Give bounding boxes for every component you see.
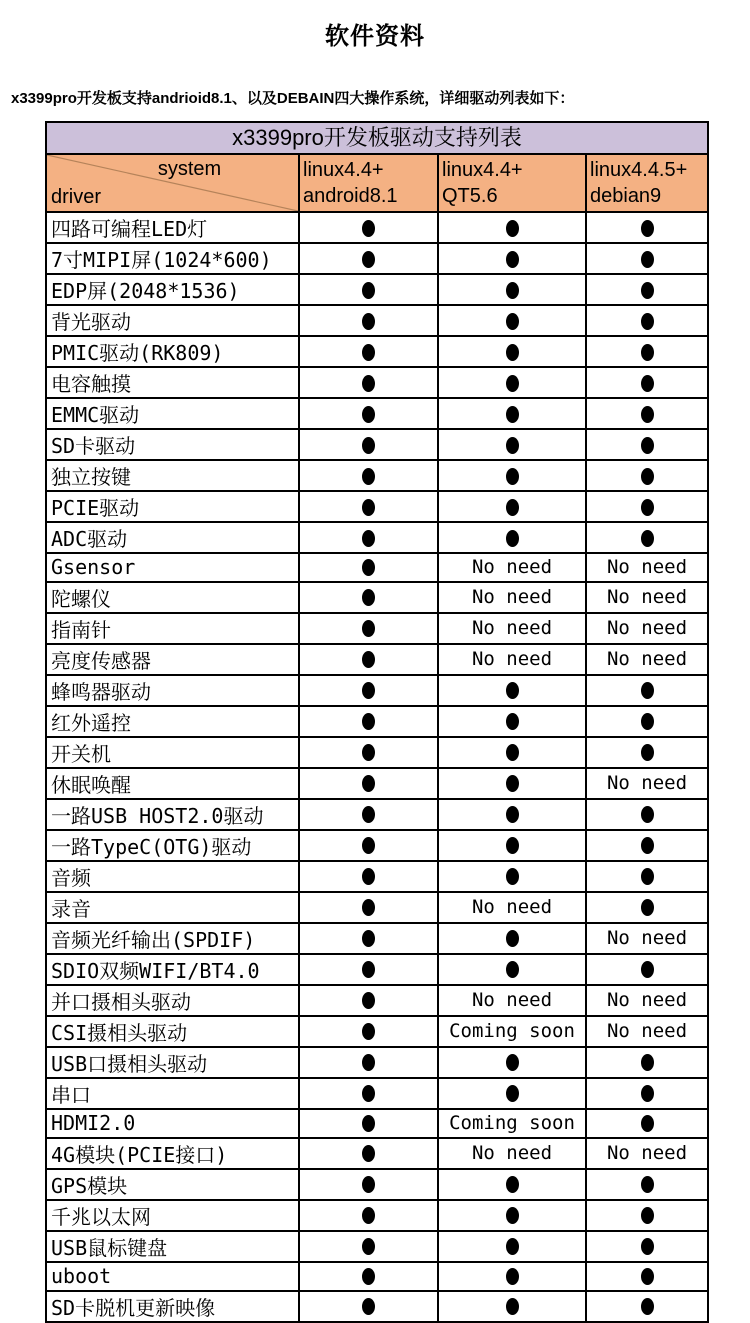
supported-dot-cell bbox=[299, 522, 438, 553]
supported-dot-icon bbox=[641, 713, 654, 730]
supported-dot-icon bbox=[641, 961, 654, 978]
support-status-text: No need bbox=[586, 768, 708, 799]
supported-dot-cell bbox=[438, 1169, 586, 1200]
supported-dot-cell bbox=[299, 305, 438, 336]
supported-dot-icon bbox=[506, 344, 519, 361]
supported-dot-icon bbox=[362, 899, 375, 916]
supported-dot-icon bbox=[641, 344, 654, 361]
supported-dot-icon bbox=[641, 1207, 654, 1224]
supported-dot-icon bbox=[362, 930, 375, 947]
driver-label: 录音 bbox=[46, 892, 299, 923]
table-row bbox=[46, 1262, 708, 1291]
supported-dot-icon bbox=[641, 1176, 654, 1193]
table-row bbox=[46, 1200, 708, 1231]
supported-dot-icon bbox=[506, 530, 519, 547]
supported-dot-cell bbox=[586, 522, 708, 553]
supported-dot-cell bbox=[438, 1291, 586, 1322]
table-row bbox=[46, 305, 708, 336]
supported-dot-icon bbox=[362, 806, 375, 823]
table-row bbox=[46, 830, 708, 861]
supported-dot-icon bbox=[506, 930, 519, 947]
supported-dot-cell bbox=[438, 336, 586, 367]
supported-dot-icon bbox=[362, 682, 375, 699]
table-row bbox=[46, 923, 708, 954]
supported-dot-cell bbox=[299, 1016, 438, 1047]
supported-dot-icon bbox=[506, 251, 519, 268]
page-title: 软件资料 bbox=[325, 23, 425, 50]
column-header-line1: linux4.4+ bbox=[303, 159, 384, 181]
table-row bbox=[46, 861, 708, 892]
supported-dot-icon bbox=[641, 1054, 654, 1071]
supported-dot-icon bbox=[362, 1115, 375, 1132]
support-status-text: No need bbox=[586, 985, 708, 1016]
supported-dot-icon bbox=[641, 899, 654, 916]
driver-label: 红外遥控 bbox=[46, 706, 299, 737]
supported-dot-cell bbox=[586, 861, 708, 892]
supported-dot-icon bbox=[362, 313, 375, 330]
supported-dot-icon bbox=[362, 837, 375, 854]
supported-dot-cell bbox=[438, 706, 586, 737]
supported-dot-icon bbox=[506, 499, 519, 516]
driver-support-table bbox=[45, 121, 709, 1323]
table-row bbox=[46, 1016, 708, 1047]
supported-dot-cell bbox=[299, 582, 438, 613]
supported-dot-cell bbox=[438, 799, 586, 830]
supported-dot-cell bbox=[438, 460, 586, 491]
support-status-text: No need bbox=[438, 613, 586, 644]
supported-dot-icon bbox=[641, 437, 654, 454]
driver-label: SD卡脱机更新映像 bbox=[46, 1291, 299, 1322]
support-status-text: No need bbox=[438, 553, 586, 582]
supported-dot-icon bbox=[506, 313, 519, 330]
supported-dot-cell bbox=[438, 367, 586, 398]
driver-label: SD卡驱动 bbox=[46, 429, 299, 460]
supported-dot-cell bbox=[299, 613, 438, 644]
supported-dot-icon bbox=[641, 220, 654, 237]
supported-dot-icon bbox=[641, 406, 654, 423]
supported-dot-icon bbox=[641, 744, 654, 761]
table-row bbox=[46, 613, 708, 644]
supported-dot-icon bbox=[506, 1207, 519, 1224]
table-caption-row bbox=[46, 122, 708, 154]
corner-driver-label: driver bbox=[51, 186, 102, 208]
supported-dot-icon bbox=[362, 1298, 375, 1315]
supported-dot-icon bbox=[641, 251, 654, 268]
table-row bbox=[46, 429, 708, 460]
supported-dot-icon bbox=[362, 220, 375, 237]
supported-dot-icon bbox=[641, 313, 654, 330]
supported-dot-cell bbox=[586, 1262, 708, 1291]
supported-dot-icon bbox=[506, 1268, 519, 1285]
supported-dot-icon bbox=[641, 375, 654, 392]
support-status-text: No need bbox=[586, 1016, 708, 1047]
supported-dot-icon bbox=[506, 682, 519, 699]
column-header-linux-qt bbox=[438, 154, 586, 212]
table-row bbox=[46, 737, 708, 768]
supported-dot-cell bbox=[299, 429, 438, 460]
supported-dot-cell bbox=[299, 336, 438, 367]
support-status-text: No need bbox=[586, 923, 708, 954]
intro-text: x3399pro开发板支持andrioid8.1、以及DEBAIN四大操作系统，详细驱动列表如下： bbox=[11, 90, 575, 107]
supported-dot-icon bbox=[362, 651, 375, 668]
supported-dot-cell bbox=[299, 274, 438, 305]
table-row bbox=[46, 243, 708, 274]
supported-dot-cell bbox=[586, 1047, 708, 1078]
table-row bbox=[46, 768, 708, 799]
supported-dot-cell bbox=[299, 1200, 438, 1231]
supported-dot-icon bbox=[641, 1115, 654, 1132]
table-row bbox=[46, 522, 708, 553]
supported-dot-cell bbox=[438, 954, 586, 985]
driver-label: HDMI2.0 bbox=[46, 1109, 299, 1138]
supported-dot-cell bbox=[586, 305, 708, 336]
column-header-line2: android8.1 bbox=[303, 185, 398, 207]
supported-dot-icon bbox=[506, 1238, 519, 1255]
supported-dot-icon bbox=[506, 775, 519, 792]
supported-dot-cell bbox=[438, 737, 586, 768]
supported-dot-cell bbox=[438, 491, 586, 522]
supported-dot-icon bbox=[362, 1176, 375, 1193]
supported-dot-icon bbox=[506, 468, 519, 485]
supported-dot-icon bbox=[362, 251, 375, 268]
table-row bbox=[46, 1047, 708, 1078]
table-row bbox=[46, 274, 708, 305]
supported-dot-cell bbox=[586, 954, 708, 985]
supported-dot-cell bbox=[586, 799, 708, 830]
table-row bbox=[46, 706, 708, 737]
supported-dot-cell bbox=[299, 553, 438, 582]
supported-dot-cell bbox=[299, 1109, 438, 1138]
supported-dot-cell bbox=[586, 491, 708, 522]
table-row bbox=[46, 212, 708, 243]
table-row bbox=[46, 892, 708, 923]
supported-dot-cell bbox=[586, 367, 708, 398]
supported-dot-icon bbox=[641, 1298, 654, 1315]
driver-label: SDIO双频WIFI/BT4.0 bbox=[46, 954, 299, 985]
supported-dot-icon bbox=[362, 992, 375, 1009]
supported-dot-icon bbox=[362, 282, 375, 299]
supported-dot-icon bbox=[362, 437, 375, 454]
column-header-line2: debian9 bbox=[590, 185, 662, 207]
supported-dot-cell bbox=[438, 1078, 586, 1109]
driver-label: 指南针 bbox=[46, 613, 299, 644]
driver-label: 并口摄相头驱动 bbox=[46, 985, 299, 1016]
supported-dot-icon bbox=[641, 282, 654, 299]
support-status-text: No need bbox=[438, 644, 586, 675]
table-row bbox=[46, 491, 708, 522]
driver-label: 休眠唤醒 bbox=[46, 768, 299, 799]
column-header-line1: linux4.4.5+ bbox=[590, 159, 688, 181]
supported-dot-icon bbox=[362, 713, 375, 730]
driver-label: EMMC驱动 bbox=[46, 398, 299, 429]
supported-dot-cell bbox=[586, 675, 708, 706]
support-status-text: No need bbox=[586, 582, 708, 613]
supported-dot-icon bbox=[641, 468, 654, 485]
supported-dot-cell bbox=[299, 644, 438, 675]
support-status-text: No need bbox=[438, 892, 586, 923]
table-row bbox=[46, 1138, 708, 1169]
driver-label: 电容触摸 bbox=[46, 367, 299, 398]
supported-dot-icon bbox=[506, 961, 519, 978]
supported-dot-cell bbox=[299, 737, 438, 768]
driver-label: 一路USB HOST2.0驱动 bbox=[46, 799, 299, 830]
supported-dot-cell bbox=[438, 1200, 586, 1231]
supported-dot-cell bbox=[299, 1231, 438, 1262]
driver-label: 一路TypeC(OTG)驱动 bbox=[46, 830, 299, 861]
supported-dot-cell bbox=[299, 491, 438, 522]
driver-label: uboot bbox=[46, 1262, 299, 1291]
supported-dot-icon bbox=[506, 837, 519, 854]
supported-dot-cell bbox=[299, 1047, 438, 1078]
supported-dot-icon bbox=[362, 744, 375, 761]
supported-dot-icon bbox=[362, 1145, 375, 1162]
supported-dot-cell bbox=[299, 212, 438, 243]
supported-dot-cell bbox=[438, 522, 586, 553]
driver-label: PCIE驱动 bbox=[46, 491, 299, 522]
supported-dot-cell bbox=[438, 675, 586, 706]
supported-dot-cell bbox=[299, 1169, 438, 1200]
driver-label: 开关机 bbox=[46, 737, 299, 768]
supported-dot-icon bbox=[506, 868, 519, 885]
table-row bbox=[46, 954, 708, 985]
supported-dot-cell bbox=[299, 985, 438, 1016]
driver-label: USB鼠标键盘 bbox=[46, 1231, 299, 1262]
supported-dot-icon bbox=[362, 406, 375, 423]
supported-dot-cell bbox=[299, 830, 438, 861]
supported-dot-cell bbox=[586, 274, 708, 305]
supported-dot-cell bbox=[299, 954, 438, 985]
supported-dot-icon bbox=[362, 530, 375, 547]
table-caption: x3399pro开发板驱动支持列表 bbox=[46, 122, 708, 154]
supported-dot-icon bbox=[362, 1207, 375, 1224]
supported-dot-icon bbox=[362, 589, 375, 606]
supported-dot-icon bbox=[362, 775, 375, 792]
supported-dot-cell bbox=[438, 274, 586, 305]
driver-label: PMIC驱动(RK809) bbox=[46, 336, 299, 367]
supported-dot-icon bbox=[362, 344, 375, 361]
support-status-text: Coming soon bbox=[438, 1016, 586, 1047]
table-row bbox=[46, 1291, 708, 1322]
table-row bbox=[46, 675, 708, 706]
supported-dot-icon bbox=[362, 1085, 375, 1102]
supported-dot-cell bbox=[299, 892, 438, 923]
supported-dot-icon bbox=[362, 1268, 375, 1285]
supported-dot-cell bbox=[586, 892, 708, 923]
driver-label: 串口 bbox=[46, 1078, 299, 1109]
driver-label: 背光驱动 bbox=[46, 305, 299, 336]
driver-label: 亮度传感器 bbox=[46, 644, 299, 675]
supported-dot-cell bbox=[586, 706, 708, 737]
supported-dot-icon bbox=[362, 468, 375, 485]
supported-dot-cell bbox=[586, 737, 708, 768]
supported-dot-cell bbox=[438, 429, 586, 460]
column-header-linux-debian bbox=[586, 154, 708, 212]
support-status-text: No need bbox=[438, 582, 586, 613]
supported-dot-cell bbox=[438, 861, 586, 892]
supported-dot-icon bbox=[506, 744, 519, 761]
supported-dot-cell bbox=[299, 367, 438, 398]
table-row bbox=[46, 985, 708, 1016]
supported-dot-icon bbox=[362, 499, 375, 516]
support-status-text: No need bbox=[586, 1138, 708, 1169]
column-header-linux-android bbox=[299, 154, 438, 212]
table-row bbox=[46, 1078, 708, 1109]
supported-dot-icon bbox=[641, 1238, 654, 1255]
driver-label: 7寸MIPI屏(1024*600) bbox=[46, 243, 299, 274]
column-header-line1: linux4.4+ bbox=[442, 159, 523, 181]
supported-dot-icon bbox=[362, 1054, 375, 1071]
supported-dot-cell bbox=[586, 1109, 708, 1138]
supported-dot-icon bbox=[506, 713, 519, 730]
supported-dot-icon bbox=[641, 499, 654, 516]
supported-dot-icon bbox=[641, 868, 654, 885]
driver-label: 四路可编程LED灯 bbox=[46, 212, 299, 243]
driver-label: 音频光纤输出(SPDIF) bbox=[46, 923, 299, 954]
supported-dot-icon bbox=[506, 437, 519, 454]
supported-dot-cell bbox=[438, 243, 586, 274]
supported-dot-cell bbox=[299, 460, 438, 491]
support-status-text: No need bbox=[586, 613, 708, 644]
table-row bbox=[46, 582, 708, 613]
supported-dot-cell bbox=[438, 830, 586, 861]
supported-dot-cell bbox=[438, 212, 586, 243]
supported-dot-cell bbox=[586, 212, 708, 243]
support-status-text: No need bbox=[586, 644, 708, 675]
table-row bbox=[46, 553, 708, 582]
supported-dot-cell bbox=[586, 429, 708, 460]
supported-dot-cell bbox=[438, 305, 586, 336]
driver-label: 陀螺仪 bbox=[46, 582, 299, 613]
supported-dot-cell bbox=[299, 1291, 438, 1322]
driver-label: CSI摄相头驱动 bbox=[46, 1016, 299, 1047]
supported-dot-cell bbox=[586, 398, 708, 429]
supported-dot-cell bbox=[438, 1262, 586, 1291]
supported-dot-icon bbox=[362, 1238, 375, 1255]
supported-dot-icon bbox=[641, 1268, 654, 1285]
supported-dot-cell bbox=[299, 1138, 438, 1169]
table-row bbox=[46, 1109, 708, 1138]
corner-cell bbox=[46, 154, 299, 212]
table-row bbox=[46, 644, 708, 675]
support-status-text: Coming soon bbox=[438, 1109, 586, 1138]
supported-dot-cell bbox=[438, 768, 586, 799]
supported-dot-icon bbox=[506, 406, 519, 423]
column-header-line2: QT5.6 bbox=[442, 185, 498, 207]
supported-dot-cell bbox=[299, 1262, 438, 1291]
supported-dot-cell bbox=[438, 1231, 586, 1262]
driver-label: 千兆以太网 bbox=[46, 1200, 299, 1231]
driver-label: 音频 bbox=[46, 861, 299, 892]
driver-label: EDP屏(2048*1536) bbox=[46, 274, 299, 305]
support-status-text: No need bbox=[586, 553, 708, 582]
supported-dot-icon bbox=[641, 806, 654, 823]
supported-dot-icon bbox=[506, 375, 519, 392]
supported-dot-icon bbox=[506, 1054, 519, 1071]
supported-dot-icon bbox=[362, 620, 375, 637]
driver-label: USB口摄相头驱动 bbox=[46, 1047, 299, 1078]
table-body bbox=[46, 212, 708, 1322]
supported-dot-icon bbox=[362, 1023, 375, 1040]
supported-dot-cell bbox=[299, 243, 438, 274]
supported-dot-icon bbox=[641, 1085, 654, 1102]
supported-dot-icon bbox=[506, 806, 519, 823]
table-header-row bbox=[46, 154, 708, 212]
supported-dot-cell bbox=[586, 1231, 708, 1262]
supported-dot-icon bbox=[506, 282, 519, 299]
document-page bbox=[0, 16, 750, 1323]
supported-dot-icon bbox=[641, 837, 654, 854]
driver-label: 蜂鸣器驱动 bbox=[46, 675, 299, 706]
supported-dot-cell bbox=[586, 1078, 708, 1109]
supported-dot-icon bbox=[506, 1176, 519, 1193]
supported-dot-cell bbox=[438, 1047, 586, 1078]
table-row bbox=[46, 1231, 708, 1262]
supported-dot-cell bbox=[586, 1169, 708, 1200]
driver-label: ADC驱动 bbox=[46, 522, 299, 553]
supported-dot-cell bbox=[299, 398, 438, 429]
supported-dot-cell bbox=[299, 706, 438, 737]
supported-dot-icon bbox=[506, 1085, 519, 1102]
corner-system-label: system bbox=[157, 158, 222, 180]
supported-dot-cell bbox=[438, 923, 586, 954]
table-row bbox=[46, 799, 708, 830]
supported-dot-cell bbox=[586, 1200, 708, 1231]
supported-dot-icon bbox=[362, 961, 375, 978]
support-status-text: No need bbox=[438, 985, 586, 1016]
supported-dot-icon bbox=[641, 530, 654, 547]
supported-dot-cell bbox=[586, 460, 708, 491]
supported-dot-cell bbox=[299, 675, 438, 706]
driver-label: 独立按键 bbox=[46, 460, 299, 491]
supported-dot-cell bbox=[586, 336, 708, 367]
supported-dot-icon bbox=[362, 868, 375, 885]
supported-dot-icon bbox=[506, 1298, 519, 1315]
supported-dot-cell bbox=[299, 799, 438, 830]
supported-dot-cell bbox=[438, 398, 586, 429]
supported-dot-cell bbox=[586, 830, 708, 861]
table-row bbox=[46, 1169, 708, 1200]
table-row bbox=[46, 367, 708, 398]
supported-dot-cell bbox=[299, 861, 438, 892]
supported-dot-cell bbox=[299, 923, 438, 954]
table-row bbox=[46, 398, 708, 429]
table-row bbox=[46, 460, 708, 491]
support-status-text: No need bbox=[438, 1138, 586, 1169]
driver-label: GPS模块 bbox=[46, 1169, 299, 1200]
supported-dot-cell bbox=[586, 1291, 708, 1322]
supported-dot-cell bbox=[299, 768, 438, 799]
supported-dot-icon bbox=[506, 220, 519, 237]
table-row bbox=[46, 336, 708, 367]
supported-dot-cell bbox=[586, 243, 708, 274]
supported-dot-icon bbox=[641, 682, 654, 699]
supported-dot-icon bbox=[362, 559, 375, 576]
driver-label: Gsensor bbox=[46, 553, 299, 582]
supported-dot-cell bbox=[299, 1078, 438, 1109]
driver-label: 4G模块(PCIE接口) bbox=[46, 1138, 299, 1169]
supported-dot-icon bbox=[362, 375, 375, 392]
